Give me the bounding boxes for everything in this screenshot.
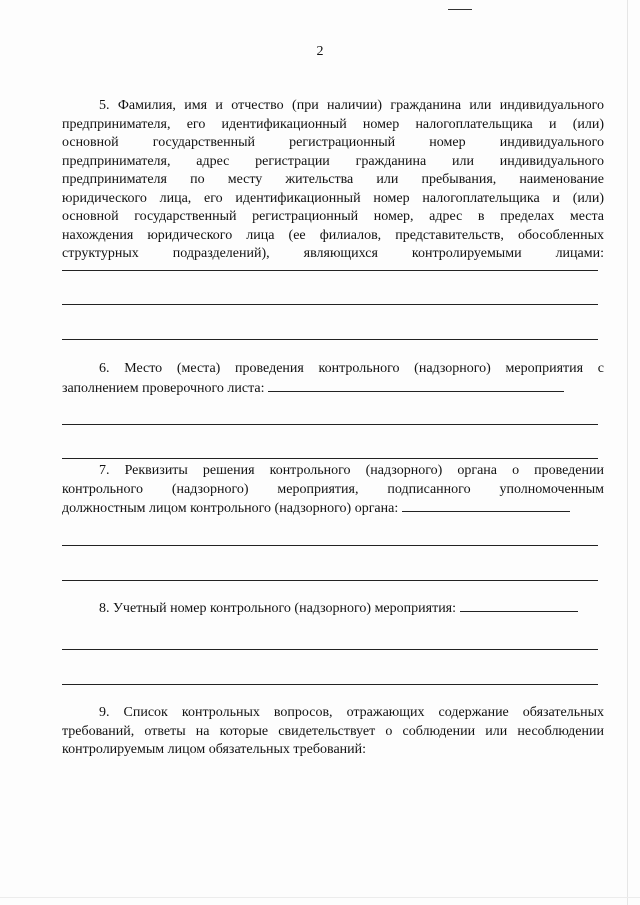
section-7-fill-line[interactable] [62,545,598,546]
scan-mark [448,9,472,10]
section-8-text [62,599,604,619]
section-5-line: предпринимателя, адрес регистрации гражданина или индивидуального [62,153,604,169]
section-8-inline-field[interactable] [460,599,578,612]
section-9-line: требований, ответы на которые свидетельствует о соблюдении или несоблюдении [62,723,604,739]
section-5-text [62,97,604,264]
section-7-text [62,462,604,519]
section-5-fill-line[interactable] [62,304,598,305]
section-6-fill-line[interactable] [62,424,598,425]
section-9-line: контролируемым лицом обязательных требований: [62,742,367,757]
section-8-line [62,599,604,619]
section-5-fill-line[interactable] [62,339,598,340]
section-5-line: юридического лица, его идентификационный номер налогоплательщика и (или) [62,190,604,206]
section-7-line: 7. Реквизиты решения контрольного (надзорного) органа о проведении [99,463,604,478]
section-7-inline-field[interactable] [402,499,570,512]
section-7-label: должностным лицом контрольного (надзорного) органа: [62,501,399,516]
section-8-fill-line[interactable] [62,684,598,685]
section-6-inline-field[interactable] [268,379,564,392]
section-5-line: 5. Фамилия, имя и отчество (при наличии) гражданина или индивидуального [99,98,604,113]
section-5-line: предпринимателя, его идентификационный номер налогоплательщика и (или) [62,116,604,132]
section-7-line [62,499,604,519]
section-6-fill-line[interactable] [62,458,598,459]
scan-edge [0,897,640,898]
section-5-line: предпринимателя по месту жительства или пребывания, наименование [62,172,604,187]
section-7-fill-line[interactable] [62,580,598,581]
page-number: 2 [316,44,324,59]
section-7-line: контрольного (надзорного) мероприятия, подписанного уполномоченным [62,481,604,497]
section-8-fill-line[interactable] [62,649,598,650]
section-8-label: 8. Учетный номер контрольного (надзорного) мероприятия: [99,601,457,616]
section-9-line: 9. Список контрольных вопросов, отражающих содержание обязательных [99,705,604,720]
section-5-line: структурных подразделений), являющихся контролируемыми лицами: [62,246,604,261]
section-5-line: нахождения юридического лица (ее филиалов, представительств, обособленных [62,227,604,243]
section-6-line [62,379,604,399]
section-5-fill-line[interactable] [62,270,598,271]
section-6-label: заполнением проверочного листа: [62,380,265,396]
section-5-line: основной государственный регистрационный номер индивидуального [62,135,604,150]
section-5-line: основной государственный регистрационный номер, адрес в пределах места [62,209,604,224]
section-9-text [62,704,604,760]
section-6-text [62,360,604,398]
section-6-line: 6. Место (места) проведения контрольного (надзорного) мероприятия с [99,361,604,376]
scan-edge [627,0,628,905]
